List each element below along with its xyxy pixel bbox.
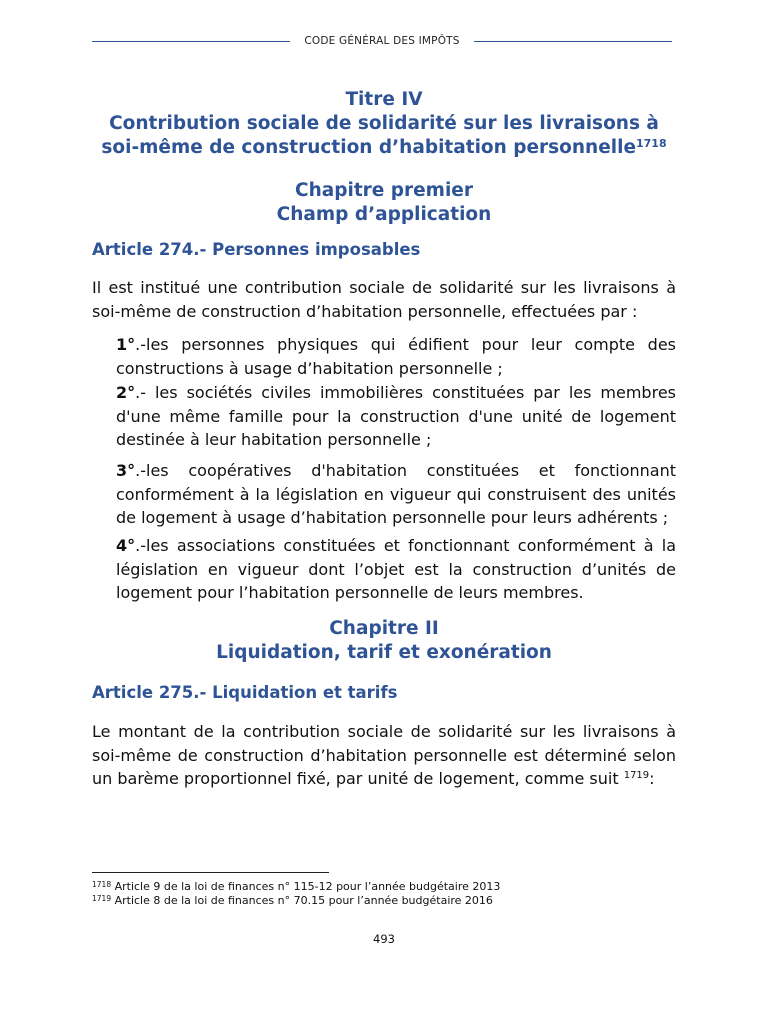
article-275-intro-text: Le montant de la contribution sociale de solidarité sur les livraisons à soi-même de construction d’habitation personnelle est déterminé selon un barème proportionnel fixé, par unité de logement, comme suit xyxy=(92,722,676,788)
item-4-number: 4° xyxy=(116,536,136,555)
article-274-item-3 xyxy=(116,459,676,530)
footnote-1719-text: Article 8 de la loi de finances n° 70.15 pour l’année budgétaire 2016 xyxy=(111,894,493,907)
chapter-1-title: Champ d’application xyxy=(276,204,492,225)
chapter-2-title: Liquidation, tarif et exonération xyxy=(216,642,552,663)
footnote-separator xyxy=(92,872,329,873)
article-274-heading: Article 274.- Personnes imposables xyxy=(92,240,421,259)
article-275-intro xyxy=(92,720,676,791)
chapter-2-label: Chapitre II xyxy=(329,618,439,639)
title-block xyxy=(60,88,708,160)
item-3-text: .-les coopératives d'habitation constituées et fonctionnant conformément à la législation en vigueur qui construisent des unités de logement à usage d’habitation personnelle pour leurs adhérents ; xyxy=(116,461,676,527)
item-4-text: .-les associations constituées et fonctionnant conformément à la législation en vigueur dont l’objet est la construction d’unités de logement pour l’habitation personnelle de leurs membres. xyxy=(116,536,676,602)
title-footnote-ref[interactable]: 1718 xyxy=(636,137,667,150)
running-header xyxy=(92,32,672,50)
article-274-intro: Il est institué une contribution sociale de solidarité sur les livraisons à soi-même de construction d’habitation personnelle, effectuées par : xyxy=(92,278,676,321)
footnote-1719 xyxy=(92,894,682,908)
header-rule-left xyxy=(92,41,290,42)
article-274-item-4 xyxy=(116,534,676,605)
title-line-2: Contribution sociale de solidarité sur les livraisons à xyxy=(109,113,659,134)
footnote-1719-ref: 1719 xyxy=(92,894,112,903)
chapter-1-heading xyxy=(60,179,708,227)
footnote-1718 xyxy=(92,880,682,894)
item-1-number: 1° xyxy=(116,335,136,354)
title-line-3-text: soi-même de construction d’habitation personnelle xyxy=(101,137,636,158)
footnote-1718-text: Article 9 de la loi de finances n° 115-12 pour l’année budgétaire 2013 xyxy=(111,880,501,893)
item-2-text: .- les sociétés civiles immobilières constituées par les membres d'une même famille pour la construction d'une unité de logement destinée à leur habitation personnelle ; xyxy=(116,383,676,449)
item-1-text: .-les personnes physiques qui édifient pour leur compte des constructions à usage d’habitation personnelle ; xyxy=(116,335,676,378)
footnotes xyxy=(92,880,682,908)
chapter-2-heading xyxy=(60,617,708,665)
footnote-1718-ref: 1718 xyxy=(92,880,112,889)
article-274-item-1 xyxy=(116,333,676,380)
header-rule-right xyxy=(474,41,672,42)
item-3-number: 3° xyxy=(116,461,136,480)
header-text: CODE GÉNÉRAL DES IMPÔTS xyxy=(304,35,460,47)
title-line-1: Titre IV xyxy=(345,89,423,110)
item-2-number: 2° xyxy=(116,383,136,402)
article-274-item-2 xyxy=(116,381,676,452)
article-275-intro-end: : xyxy=(649,769,655,788)
title-line-3 xyxy=(60,136,708,160)
article-275-heading: Article 275.- Liquidation et tarifs xyxy=(92,683,398,702)
page-number: 493 xyxy=(373,932,395,946)
chapter-1-label: Chapitre premier xyxy=(295,180,473,201)
article-275-footnote-ref[interactable]: 1719 xyxy=(623,770,650,781)
